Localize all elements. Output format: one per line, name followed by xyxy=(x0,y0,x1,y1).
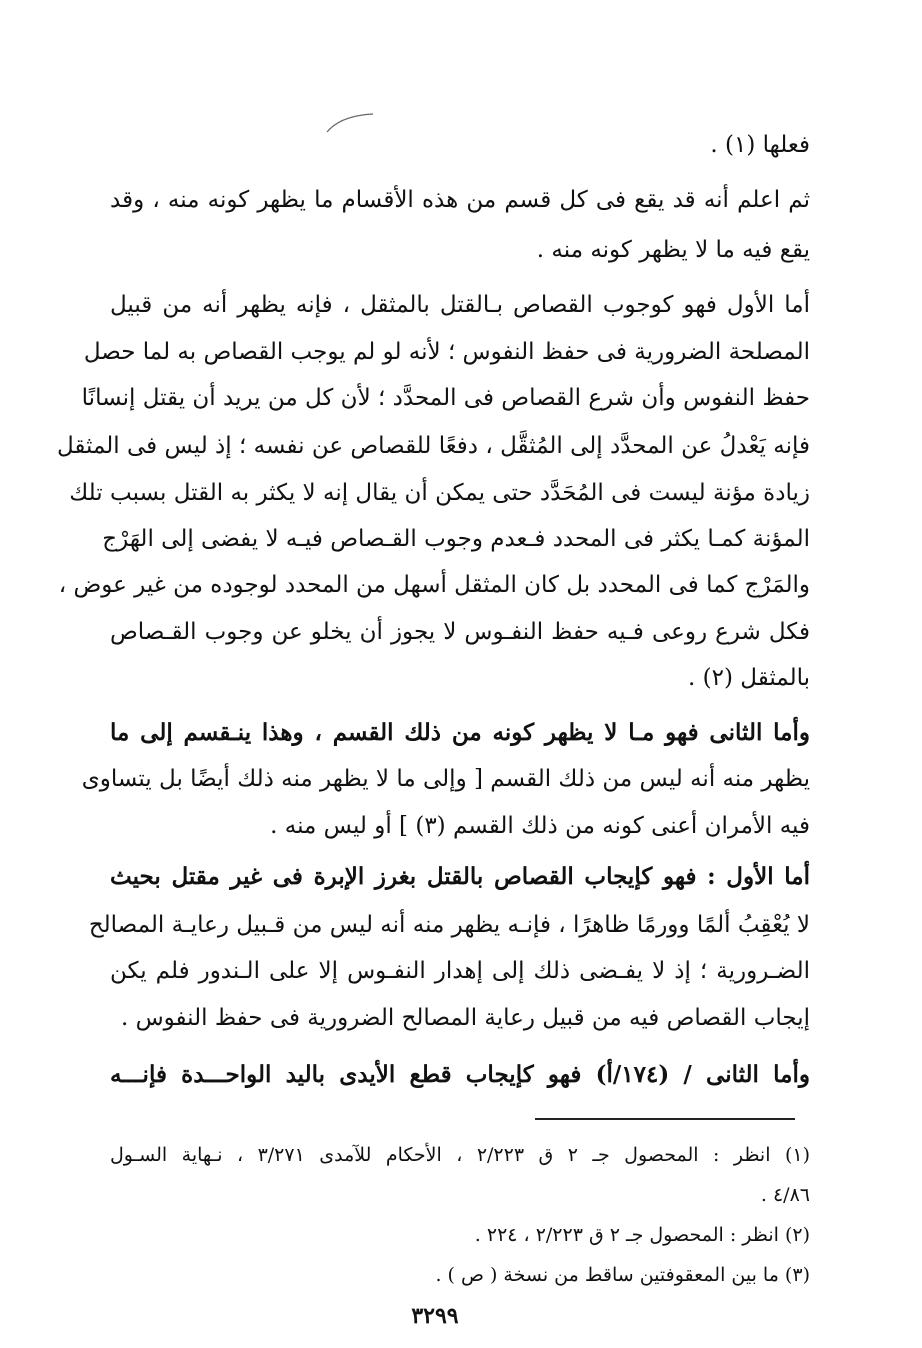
footnote-1: (١) انظر : المحصول جـ ٢ ق ٢/٢٢٣ ، الأحكام للآمدى ٣/٢٧١ ، نـهاية السـول xyxy=(110,1144,811,1166)
text-line-4: أما الأول فهو كوجوب القصاص بـالقتل بالمثقل ، فإنه يظهر أنه من قبيل xyxy=(110,292,810,318)
text-line-8: زيادة مؤنة ليست فى المُحَدَّد حتى يمكن أن يقال إنه لا يكثر به القتل بسبب تلك xyxy=(69,480,810,506)
footnote-separator xyxy=(535,1118,795,1120)
text-line-12: بالمثقل (٢) . xyxy=(688,665,810,691)
text-line-15: فيه الأمران أعنى كونه من ذلك القسم (٣) ] أو ليس منه . xyxy=(270,813,810,839)
footnote-2: (٢) انظر : المحصول جـ ٢ ق ٢/٢٢٣ ، ٢٢٤ . xyxy=(474,1224,810,1246)
text-line-1: فعلها (١) . xyxy=(710,132,810,158)
text-line-20: وأما الثانى / (١٧٤/أ) فهو كإيجاب قطع الأيدى باليد الواحـــدة فإنـــه xyxy=(110,1061,810,1088)
text-line-19: إيجاب القصاص فيه من قبيل رعاية المصالح الضرورية فى حفظ النفوس . xyxy=(120,1005,810,1031)
text-line-6: حفظ النفوس وأن شرع القصاص فى المحدَّد ؛ لأن كل من يريد أن يقتل إنسانًا xyxy=(81,385,810,411)
footnote-3: (٣) ما بين المعقوفتين ساقط من نسخة ( ص ) . xyxy=(435,1264,810,1286)
text-line-14: يظهر منه أنه ليس من ذلك القسم [ وإلى ما لا يظهر منه ذلك أيضًا بل يتساوى xyxy=(81,766,810,792)
text-line-3: يقع فيه ما لا يظهر كونه منه . xyxy=(536,237,810,263)
text-line-10: والمَرْج كما فى المحدد بل كان المثقل أسهل من المحدد لوجوده من غير عوض ، xyxy=(58,572,810,598)
text-line-11: فكل شرع روعى فـيه حفظ النفـوس لا يجوز أن يخلو عن وجوب القـصاص xyxy=(110,619,810,645)
text-line-2: ثم اعلم أنه قد يقع فى كل قسم من هذه الأقسام ما يظهر كونه منه ، وقد xyxy=(110,187,810,213)
text-line-16: أما الأول : فهو كإيجاب القصاص بالقتل بغرز الإبرة فى غير مقتل بحيث xyxy=(110,863,810,890)
text-line-9: المؤنة كمـا يكثر فى المحدد فـعدم وجوب القـصاص فيـه لا يفضى إلى الهَرْج xyxy=(102,526,810,552)
page-number: ٣٢٩٩ xyxy=(411,1303,459,1329)
text-line-5: المصلحة الضرورية فى حفظ النفوس ؛ لأنه لو لم يوجب القصاص به لما حصل xyxy=(83,339,810,365)
footnote-1-continuation: ٤/٨٦ . xyxy=(760,1184,810,1206)
text-line-17: لا يُعْقِبُ ألمًا وورمًا ظاهرًا ، فإنـه يظهر منه أنه ليس من قـبيل رعايـة المصالح xyxy=(88,912,810,938)
text-line-7: فإنه يَعْدلُ عن المحدَّد إلى المُثقَّل ، دفعًا للقصاص عن نفسه ؛ إذ ليس فى المثقل xyxy=(57,433,810,459)
text-line-13: وأما الثانى فهو مـا لا يظهر كونه من ذلك القسم ، وهذا ينـقسم إلى ما xyxy=(110,719,810,746)
text-line-18: الضـرورية ؛ إذ لا يفـضى ذلك إلى إهدار النفـوس إلا على الـندور فلم يكن xyxy=(110,958,810,984)
